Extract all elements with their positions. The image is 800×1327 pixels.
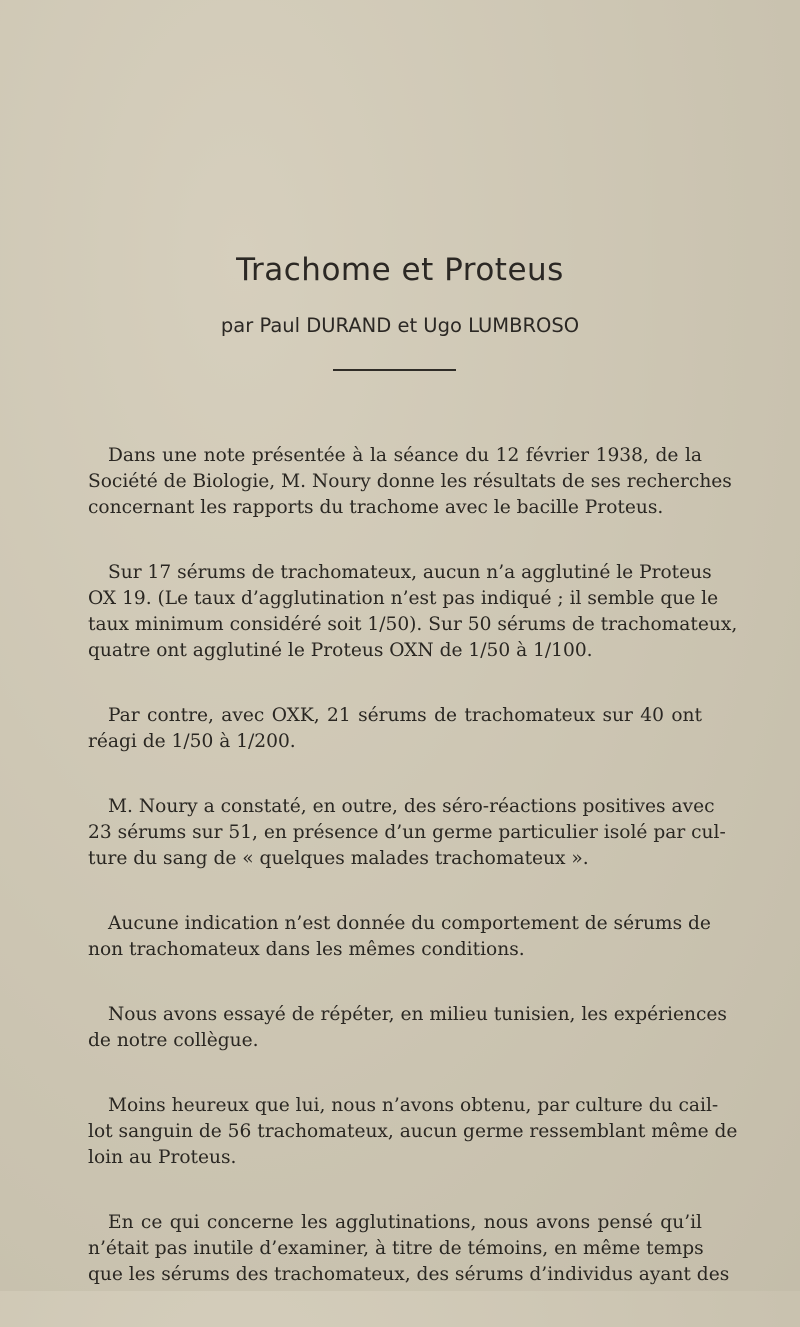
paragraph	[88, 794, 726, 872]
text-line: de notre collègue.	[88, 1030, 259, 1051]
article-title: Trachome et Proteus	[236, 252, 564, 288]
text-line: M. Noury a constaté, en outre, des séro-réactions positives avec	[108, 796, 715, 817]
text-line: taux minimum considéré soit 1/50). Sur 50 sérums de trachomateux,	[88, 614, 738, 635]
text-line: réagi de 1/50 à 1/200.	[88, 731, 296, 752]
article-byline: par Paul DURAND et Ugo LUMBROSO	[220, 314, 580, 337]
text-line: OX 19. (Le taux d’agglutination n’est pas indiqué ; il semble que le	[88, 588, 719, 609]
title-divider	[333, 369, 456, 371]
text-line: Nous avons essayé de répéter, en milieu tunisien, les expériences	[108, 1004, 727, 1025]
text-line: 23 sérums sur 51, en présence d’un germe particulier isolé par cul-	[88, 822, 726, 843]
article-body	[88, 443, 738, 1327]
paragraph	[88, 1210, 730, 1288]
text-line: Par contre, avec OXK, 21 sérums de trachomateux sur 40 ont	[108, 705, 702, 726]
text-line: En ce qui concerne les agglutinations, nous avons pensé qu’il	[108, 1212, 702, 1233]
text-line: concernant les rapports du trachome avec le bacille Proteus.	[88, 497, 664, 518]
paragraph	[88, 1093, 738, 1171]
paragraph	[88, 911, 711, 963]
paragraph	[88, 560, 738, 664]
text-line: Moins heureux que lui, nous n’avons obtenu, par culture du cail-	[108, 1095, 719, 1116]
text-line: Sur 17 sérums de trachomateux, aucun n’a agglutiné le Proteus	[108, 562, 712, 583]
text-line: loin au Proteus.	[88, 1147, 237, 1168]
text-line: Dans une note présentée à la séance du 12 février 1938, de la	[108, 445, 702, 466]
text-line: Société de Biologie, M. Noury donne les résultats de ses recherches	[88, 471, 732, 492]
text-line: lot sanguin de 56 trachomateux, aucun germe ressemblant même de	[88, 1121, 738, 1142]
text-line: ture du sang de « quelques malades trachomateux ».	[88, 848, 589, 869]
text-line: que les sérums des trachomateux, des sérums d’individus ayant des	[88, 1264, 730, 1285]
paragraph	[88, 1002, 727, 1054]
paragraph	[88, 703, 702, 755]
text-line: n’était pas inutile d’examiner, à titre de témoins, en même temps	[88, 1238, 704, 1259]
text-line: non trachomateux dans les mêmes conditions.	[88, 939, 525, 960]
paragraph	[88, 443, 732, 521]
text-line: quatre ont agglutiné le Proteus OXN de 1/50 à 1/100.	[88, 640, 593, 661]
text-line: Aucune indication n’est donnée du comportement de sérums de	[108, 913, 711, 934]
